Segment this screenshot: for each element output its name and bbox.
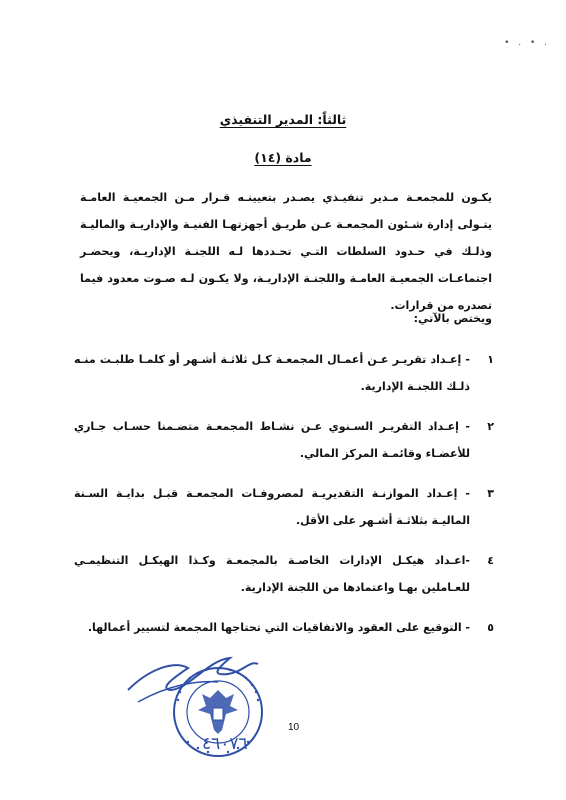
corner-marks: • . • .	[504, 38, 550, 48]
list-item-number: ١	[487, 353, 494, 366]
stamp-number: ٤٦٠٧٦	[202, 734, 248, 754]
list-item-text: -اعـداد هيكـل الإدارات الخاصـة بالمجمعـة وكـذا الهيكـل التنظيمـي للعـاملين بهـا واعتمادها من اللجنة الإدارية.	[74, 554, 470, 594]
list-item	[74, 413, 494, 467]
article-title-text: مادة (١٤)	[254, 150, 312, 165]
list-item-text: - التوقيع على العقود والاتفاقيات التي تحتاجها المجمعة لتسيير أعمالها.	[87, 621, 470, 634]
body-paragraph: يكـون للمجمعـة مـدير تنفيـذي يصـدر بتعيينـه قـرار مـن الجمعيـة العامـة يتـولى إدارة شـئون المجمعـة عـن طريـق أجهزتهـا الفنيـة والإداريـة والماليـة وذلـك في حـدود السلطات التـي تحـددها لـه اللجنـة الإداريـة، ويحضـر اجتماعـات الجمعيـة العامـة واللجنـة الإداريـة، ولا يكـون لـه صـوت معدود فيما تصدره من قرارات.	[80, 191, 492, 312]
list-item-number: ٢	[487, 420, 494, 433]
page-number: 10	[288, 722, 300, 733]
list-item-number: ٤	[487, 554, 494, 567]
list-item	[74, 480, 494, 534]
list-intro: ويختص بالآتي:	[413, 312, 492, 325]
duties-list	[74, 346, 494, 654]
list-item	[74, 346, 494, 400]
section-title-text: ثالثاً: المدير التنفيذي	[219, 112, 347, 127]
list-item-number: ٥	[487, 621, 494, 634]
eagle-emblem-icon	[198, 690, 238, 734]
list-item-text: - إعـداد التقريـر السـنوي عـن نشـاط المجمعـة متضـمنا حسـاب جـاري للأعضـاء وقائمـة المركز المالي.	[74, 420, 470, 460]
section-title	[0, 112, 566, 127]
official-stamp	[118, 630, 278, 760]
article-title	[0, 150, 566, 165]
list-item-text: - إعـداد الموازنـة التقديريـة لمصروفـات المجمعـة قبـل بدايـة السـنة الماليـة بثلاثـة أشـهر على الأقل.	[74, 487, 470, 527]
list-item-text: - إعـداد تقريـر عـن أعمـال المجمعـة كـل ثلاثـة أشـهر أو كلمـا طلبـت منـه ذلـك اللجنـة الإدارية.	[74, 353, 470, 393]
list-item-number: ٣	[487, 487, 494, 500]
stamp-seal-icon	[118, 630, 278, 760]
list-item	[74, 547, 494, 601]
